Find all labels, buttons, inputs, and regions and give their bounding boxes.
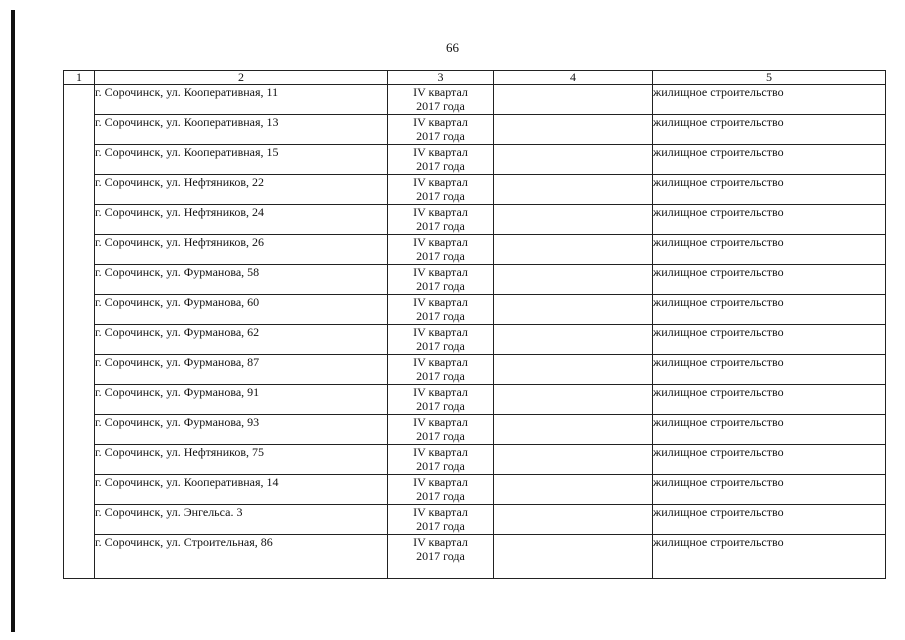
address-cell: г. Сорочинск, ул. Кооперативная, 14 bbox=[95, 475, 388, 505]
period-cell bbox=[388, 175, 494, 205]
period-year: 2017 года bbox=[416, 489, 465, 503]
header-col-4: 4 bbox=[494, 71, 653, 85]
header-col-5: 5 bbox=[653, 71, 886, 85]
column-4-cell bbox=[494, 325, 653, 355]
table-row bbox=[64, 385, 886, 415]
period-quarter: IV квартал bbox=[413, 145, 468, 159]
header-col-2: 2 bbox=[95, 71, 388, 85]
period-quarter: IV квартал bbox=[413, 355, 468, 369]
purpose-cell: жилищное строительство bbox=[653, 85, 886, 115]
table-row bbox=[64, 115, 886, 145]
period-year: 2017 года bbox=[416, 129, 465, 143]
column-4-cell bbox=[494, 415, 653, 445]
column-4-cell bbox=[494, 175, 653, 205]
table-row bbox=[64, 145, 886, 175]
column-4-cell bbox=[494, 205, 653, 235]
period-cell bbox=[388, 325, 494, 355]
column-4-cell bbox=[494, 355, 653, 385]
purpose-cell: жилищное строительство bbox=[653, 175, 886, 205]
column-4-cell bbox=[494, 445, 653, 475]
address-cell: г. Сорочинск, ул. Нефтяников, 22 bbox=[95, 175, 388, 205]
period-year: 2017 года bbox=[416, 429, 465, 443]
period-cell bbox=[388, 445, 494, 475]
column-1-merged-cell bbox=[64, 85, 95, 579]
column-4-cell bbox=[494, 115, 653, 145]
table-row bbox=[64, 325, 886, 355]
purpose-cell: жилищное строительство bbox=[653, 535, 886, 579]
header-row bbox=[64, 71, 886, 85]
table-row bbox=[64, 175, 886, 205]
column-4-cell bbox=[494, 85, 653, 115]
period-cell bbox=[388, 505, 494, 535]
binding-edge-line bbox=[11, 10, 15, 632]
purpose-cell: жилищное строительство bbox=[653, 355, 886, 385]
table-row bbox=[64, 415, 886, 445]
period-quarter: IV квартал bbox=[413, 325, 468, 339]
table-row bbox=[64, 295, 886, 325]
period-cell bbox=[388, 475, 494, 505]
address-cell: г. Сорочинск, ул. Фурманова, 58 bbox=[95, 265, 388, 295]
table-row bbox=[64, 205, 886, 235]
purpose-cell: жилищное строительство bbox=[653, 505, 886, 535]
column-4-cell bbox=[494, 265, 653, 295]
period-cell bbox=[388, 415, 494, 445]
table-header bbox=[64, 71, 886, 85]
period-cell bbox=[388, 535, 494, 579]
purpose-cell: жилищное строительство bbox=[653, 325, 886, 355]
period-year: 2017 года bbox=[416, 189, 465, 203]
period-quarter: IV квартал bbox=[413, 535, 468, 549]
header-col-1: 1 bbox=[64, 71, 95, 85]
purpose-cell: жилищное строительство bbox=[653, 385, 886, 415]
period-quarter: IV квартал bbox=[413, 385, 468, 399]
table-row bbox=[64, 235, 886, 265]
period-year: 2017 года bbox=[416, 459, 465, 473]
purpose-cell: жилищное строительство bbox=[653, 295, 886, 325]
column-4-cell bbox=[494, 385, 653, 415]
period-quarter: IV квартал bbox=[413, 235, 468, 249]
address-cell: г. Сорочинск, ул. Энгельса. 3 bbox=[95, 505, 388, 535]
table-row bbox=[64, 265, 886, 295]
period-year: 2017 года bbox=[416, 519, 465, 533]
address-cell: г. Сорочинск, ул. Фурманова, 62 bbox=[95, 325, 388, 355]
period-cell bbox=[388, 145, 494, 175]
period-quarter: IV квартал bbox=[413, 415, 468, 429]
period-cell bbox=[388, 205, 494, 235]
address-cell: г. Сорочинск, ул. Нефтяников, 75 bbox=[95, 445, 388, 475]
column-4-cell bbox=[494, 235, 653, 265]
period-quarter: IV квартал bbox=[413, 475, 468, 489]
address-cell: г. Сорочинск, ул. Кооперативная, 13 bbox=[95, 115, 388, 145]
column-4-cell bbox=[494, 475, 653, 505]
column-4-cell bbox=[494, 295, 653, 325]
period-year: 2017 года bbox=[416, 159, 465, 173]
period-year: 2017 года bbox=[416, 219, 465, 233]
address-cell: г. Сорочинск, ул. Фурманова, 91 bbox=[95, 385, 388, 415]
column-4-cell bbox=[494, 505, 653, 535]
address-cell: г. Сорочинск, ул. Кооперативная, 15 bbox=[95, 145, 388, 175]
address-cell: г. Сорочинск, ул. Нефтяников, 24 bbox=[95, 205, 388, 235]
address-cell: г. Сорочинск, ул. Фурманова, 60 bbox=[95, 295, 388, 325]
purpose-cell: жилищное строительство bbox=[653, 265, 886, 295]
table-body bbox=[64, 85, 886, 579]
column-4-cell bbox=[494, 145, 653, 175]
purpose-cell: жилищное строительство bbox=[653, 415, 886, 445]
purpose-cell: жилищное строительство bbox=[653, 115, 886, 145]
table-row bbox=[64, 445, 886, 475]
period-cell bbox=[388, 385, 494, 415]
purpose-cell: жилищное строительство bbox=[653, 475, 886, 505]
period-year: 2017 года bbox=[416, 399, 465, 413]
period-cell bbox=[388, 115, 494, 145]
period-quarter: IV квартал bbox=[413, 115, 468, 129]
page-number: 66 bbox=[446, 40, 459, 55]
period-year: 2017 года bbox=[416, 249, 465, 263]
column-4-cell bbox=[494, 535, 653, 579]
period-quarter: IV квартал bbox=[413, 445, 468, 459]
purpose-cell: жилищное строительство bbox=[653, 145, 886, 175]
period-cell bbox=[388, 235, 494, 265]
table-row bbox=[64, 535, 886, 579]
purpose-cell: жилищное строительство bbox=[653, 235, 886, 265]
table-row bbox=[64, 355, 886, 385]
period-year: 2017 года bbox=[416, 99, 465, 113]
period-quarter: IV квартал bbox=[413, 265, 468, 279]
period-cell bbox=[388, 355, 494, 385]
period-quarter: IV квартал bbox=[413, 85, 468, 99]
period-quarter: IV квартал bbox=[413, 295, 468, 309]
address-cell: г. Сорочинск, ул. Фурманова, 87 bbox=[95, 355, 388, 385]
table-row bbox=[64, 85, 886, 115]
address-cell: г. Сорочинск, ул. Строительная, 86 bbox=[95, 535, 388, 579]
address-cell: г. Сорочинск, ул. Фурманова, 93 bbox=[95, 415, 388, 445]
address-cell: г. Сорочинск, ул. Кооперативная, 11 bbox=[95, 85, 388, 115]
period-cell bbox=[388, 85, 494, 115]
period-cell bbox=[388, 265, 494, 295]
period-quarter: IV квартал bbox=[413, 205, 468, 219]
period-year: 2017 года bbox=[416, 369, 465, 383]
period-quarter: IV квартал bbox=[413, 505, 468, 519]
land-plots-table bbox=[63, 70, 886, 579]
purpose-cell: жилищное строительство bbox=[653, 445, 886, 475]
period-quarter: IV квартал bbox=[413, 175, 468, 189]
table-row bbox=[64, 505, 886, 535]
header-col-3: 3 bbox=[388, 71, 494, 85]
period-cell bbox=[388, 295, 494, 325]
table-row bbox=[64, 475, 886, 505]
address-cell: г. Сорочинск, ул. Нефтяников, 26 bbox=[95, 235, 388, 265]
period-year: 2017 года bbox=[416, 279, 465, 293]
period-year: 2017 года bbox=[416, 549, 465, 563]
period-year: 2017 года bbox=[416, 339, 465, 353]
period-year: 2017 года bbox=[416, 309, 465, 323]
purpose-cell: жилищное строительство bbox=[653, 205, 886, 235]
